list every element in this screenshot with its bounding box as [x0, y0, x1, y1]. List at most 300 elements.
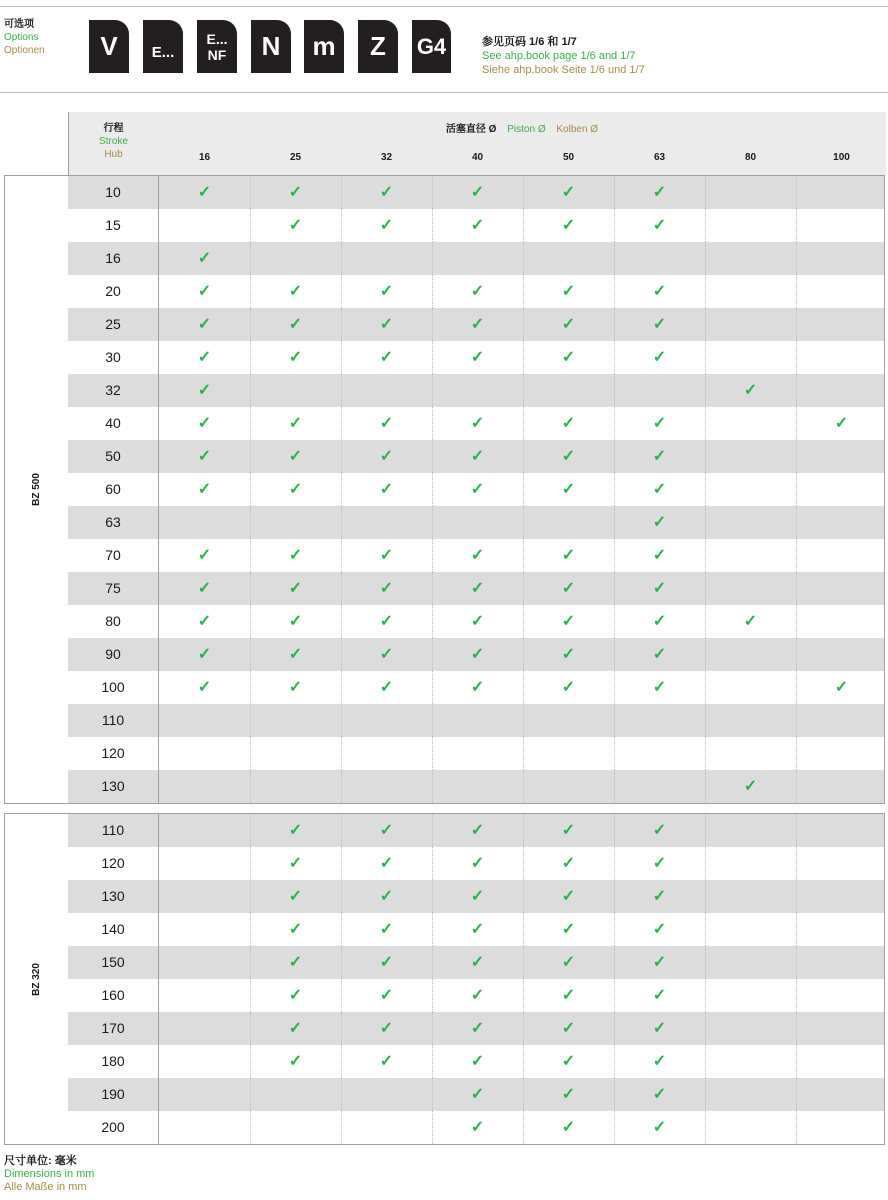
column-divider: [523, 1045, 524, 1078]
table-cell: [159, 913, 250, 946]
table-cell: [341, 308, 432, 341]
table-cell: [250, 374, 341, 407]
check-icon: ✓: [834, 414, 849, 432]
check-icon: ✓: [470, 315, 485, 333]
column-divider: [705, 275, 706, 308]
check-icon: ✓: [652, 315, 667, 333]
table-cell: [614, 671, 705, 704]
option-chip-z-label: Z: [370, 31, 386, 61]
table-cell: [432, 572, 523, 605]
table-cell: [341, 176, 432, 209]
table-row: [68, 704, 885, 737]
table-cell: [796, 671, 885, 704]
table-cell: [523, 176, 614, 209]
check-icon: ✓: [652, 612, 667, 630]
column-divider: [523, 473, 524, 506]
table-cell: [432, 1078, 523, 1111]
table-cell: [341, 1111, 432, 1144]
check-icon: ✓: [470, 183, 485, 201]
table-row: [68, 737, 885, 770]
column-divider: [614, 506, 615, 539]
table-cell: [705, 539, 796, 572]
column-divider: [250, 374, 251, 407]
check-icon: ✓: [652, 546, 667, 564]
check-icon: ✓: [470, 678, 485, 696]
stroke-cell: 63: [68, 506, 159, 539]
table-row: [68, 506, 885, 539]
column-divider: [250, 407, 251, 440]
column-divider: [250, 880, 251, 913]
table-cell: [432, 440, 523, 473]
column-divider: [523, 572, 524, 605]
column-divider: [796, 704, 797, 737]
check-icon: ✓: [197, 315, 212, 333]
check-icon: ✓: [561, 854, 576, 872]
column-divider: [432, 275, 433, 308]
diameter-header: 16: [198, 152, 211, 163]
column-divider: [523, 737, 524, 770]
table-cell: [796, 176, 885, 209]
table-row: [68, 539, 885, 572]
stroke-cell: 200: [68, 1111, 159, 1144]
check-icon: ✓: [652, 513, 667, 531]
table-cell: [432, 407, 523, 440]
column-divider: [705, 913, 706, 946]
table-row: [68, 440, 885, 473]
column-divider: [432, 341, 433, 374]
column-divider: [614, 1045, 615, 1078]
table-cell: [159, 638, 250, 671]
column-divider: [250, 671, 251, 704]
reference-en: See ahp.book page 1/6 and 1/7: [482, 50, 636, 62]
table-cell: [523, 847, 614, 880]
column-divider: [250, 506, 251, 539]
column-divider: [250, 979, 251, 1012]
table-cell: [432, 176, 523, 209]
table-cell: [614, 473, 705, 506]
column-divider: [705, 209, 706, 242]
table-cell: [796, 1078, 885, 1111]
check-icon: ✓: [652, 986, 667, 1004]
column-divider: [341, 275, 342, 308]
diameter-header: 80: [744, 152, 757, 163]
column-divider: [341, 374, 342, 407]
column-divider: [614, 407, 615, 440]
check-icon: ✓: [197, 612, 212, 630]
table-cell: [796, 242, 885, 275]
table-cell: [614, 605, 705, 638]
table-cell: [159, 979, 250, 1012]
table-cell: [796, 814, 885, 847]
table-cell: [432, 209, 523, 242]
check-icon: ✓: [561, 920, 576, 938]
check-icon: ✓: [470, 579, 485, 597]
table-row: [68, 473, 885, 506]
column-divider: [614, 770, 615, 803]
option-chip-e-label: E...: [151, 44, 175, 61]
column-divider: [796, 407, 797, 440]
table-cell: [614, 1078, 705, 1111]
table-cell: [705, 946, 796, 979]
table-cell: [705, 275, 796, 308]
column-divider: [796, 308, 797, 341]
table-cell: [341, 242, 432, 275]
table-cell: [159, 880, 250, 913]
table-cell: [614, 275, 705, 308]
table-cell: [432, 473, 523, 506]
stroke-header-de: Hub: [104, 149, 123, 160]
table-cell: [705, 1078, 796, 1111]
table-cell: [705, 638, 796, 671]
check-icon: ✓: [652, 348, 667, 366]
check-icon: ✓: [379, 315, 394, 333]
table-cell: [796, 979, 885, 1012]
column-divider: [705, 671, 706, 704]
table-cell: [614, 539, 705, 572]
table-cell: [523, 880, 614, 913]
table-cell: [341, 374, 432, 407]
check-icon: ✓: [288, 986, 303, 1004]
stroke-cell: 120: [68, 847, 159, 880]
stroke-header: [68, 122, 159, 161]
table-cell: [250, 275, 341, 308]
column-divider: [614, 572, 615, 605]
table-cell: [159, 737, 250, 770]
table-row: [68, 572, 885, 605]
column-divider: [796, 946, 797, 979]
check-icon: ✓: [652, 414, 667, 432]
table-cell: [796, 407, 885, 440]
table-cell: [341, 572, 432, 605]
stroke-cell: 25: [68, 308, 159, 341]
table-cell: [614, 440, 705, 473]
table-cell: [705, 176, 796, 209]
column-divider: [432, 913, 433, 946]
table-cell: [250, 605, 341, 638]
column-divider: [432, 814, 433, 847]
table-cell: [432, 1012, 523, 1045]
column-divider: [250, 539, 251, 572]
column-divider: [341, 770, 342, 803]
column-divider: [432, 572, 433, 605]
table-section: [4, 813, 885, 1145]
table-cell: [705, 704, 796, 737]
table-cell: [341, 539, 432, 572]
table-cell: [705, 979, 796, 1012]
check-icon: ✓: [470, 414, 485, 432]
table-cell: [523, 209, 614, 242]
column-divider: [614, 1012, 615, 1045]
table-cell: [796, 308, 885, 341]
units-zh: 尺寸单位: 毫米: [4, 1155, 77, 1167]
column-divider: [250, 913, 251, 946]
check-icon: ✓: [288, 821, 303, 839]
column-divider: [523, 638, 524, 671]
check-icon: ✓: [288, 854, 303, 872]
column-divider: [705, 176, 706, 209]
check-icon: ✓: [561, 1019, 576, 1037]
column-divider: [523, 407, 524, 440]
stroke-cell: 90: [68, 638, 159, 671]
table-cell: [250, 1078, 341, 1111]
column-divider: [341, 1012, 342, 1045]
column-divider: [250, 1012, 251, 1045]
check-icon: ✓: [652, 821, 667, 839]
column-divider: [341, 605, 342, 638]
option-chip-v-label: V: [100, 31, 118, 61]
column-divider: [614, 605, 615, 638]
column-divider: [614, 737, 615, 770]
column-divider: [523, 979, 524, 1012]
check-icon: ✓: [197, 447, 212, 465]
units-en: Dimensions in mm: [4, 1168, 95, 1180]
column-divider: [432, 737, 433, 770]
table-row: [68, 308, 885, 341]
column-divider: [341, 638, 342, 671]
table-cell: [705, 242, 796, 275]
column-divider: [614, 979, 615, 1012]
column-divider: [523, 374, 524, 407]
table-cell: [523, 1045, 614, 1078]
table-cell: [341, 737, 432, 770]
section-label: [5, 176, 68, 803]
table-cell: [614, 847, 705, 880]
table-cell: [705, 1012, 796, 1045]
table-cell: [250, 946, 341, 979]
table-row: [68, 638, 885, 671]
check-icon: ✓: [652, 953, 667, 971]
column-divider: [432, 407, 433, 440]
check-icon: ✓: [470, 887, 485, 905]
table-cell: [705, 308, 796, 341]
check-icon: ✓: [652, 854, 667, 872]
table-cell: [432, 770, 523, 803]
table-cell: [523, 473, 614, 506]
table-cell: [341, 473, 432, 506]
table-row: [68, 880, 885, 913]
table-cell: [250, 1111, 341, 1144]
table-cell: [341, 671, 432, 704]
column-divider: [523, 308, 524, 341]
column-divider: [705, 638, 706, 671]
column-divider: [523, 539, 524, 572]
column-divider: [432, 1111, 433, 1144]
piston-header-de: Kolben Ø: [556, 124, 599, 135]
stroke-cell: 80: [68, 605, 159, 638]
column-divider: [250, 341, 251, 374]
check-icon: ✓: [379, 546, 394, 564]
table-cell: [250, 473, 341, 506]
option-chip-m-label: m: [312, 31, 336, 61]
column-divider: [705, 440, 706, 473]
table-cell: [250, 814, 341, 847]
diameter-header: 63: [653, 152, 666, 163]
stroke-header-zh: 行程: [103, 123, 124, 134]
table-cell: [523, 539, 614, 572]
table-row: [68, 1045, 885, 1078]
table-cell: [614, 572, 705, 605]
table-row: [68, 814, 885, 847]
table-row: [68, 341, 885, 374]
table-cell: [523, 704, 614, 737]
check-icon: ✓: [652, 887, 667, 905]
column-divider: [250, 638, 251, 671]
table-cell: [250, 671, 341, 704]
table-cell: [250, 572, 341, 605]
table-cell: [341, 638, 432, 671]
check-icon: ✓: [288, 282, 303, 300]
table-cell: [705, 506, 796, 539]
column-divider: [341, 1078, 342, 1111]
table-cell: [796, 737, 885, 770]
check-icon: ✓: [470, 546, 485, 564]
check-icon: ✓: [197, 348, 212, 366]
column-divider: [432, 770, 433, 803]
table-cell: [432, 506, 523, 539]
table-cell: [432, 539, 523, 572]
column-divider: [523, 176, 524, 209]
check-icon: ✓: [197, 579, 212, 597]
column-divider: [250, 770, 251, 803]
check-icon: ✓: [379, 887, 394, 905]
check-icon: ✓: [197, 480, 212, 498]
column-divider: [796, 638, 797, 671]
table-cell: [159, 275, 250, 308]
column-divider: [796, 605, 797, 638]
check-icon: ✓: [652, 447, 667, 465]
check-icon: ✓: [743, 777, 758, 795]
table-cell: [796, 638, 885, 671]
reference-zh: 参见页码 1/6 和 1/7: [482, 36, 577, 48]
column-divider: [432, 242, 433, 275]
table-cell: [705, 209, 796, 242]
table-row: [68, 209, 885, 242]
table-row: [68, 770, 885, 803]
table-cell: [432, 946, 523, 979]
check-icon: ✓: [288, 645, 303, 663]
column-divider: [614, 242, 615, 275]
table-cell: [159, 847, 250, 880]
column-divider: [796, 671, 797, 704]
table-row: [68, 913, 885, 946]
table-cell: [523, 671, 614, 704]
table-row: [68, 946, 885, 979]
table-cell: [614, 946, 705, 979]
table-cell: [341, 847, 432, 880]
table-cell: [614, 407, 705, 440]
table-cell: [614, 704, 705, 737]
column-divider: [341, 308, 342, 341]
option-chip-e-nf: [197, 20, 237, 73]
table-cell: [250, 176, 341, 209]
stroke-cell: 10: [68, 176, 159, 209]
table-cell: [614, 308, 705, 341]
table-cell: [796, 880, 885, 913]
column-divider: [614, 847, 615, 880]
diameter-header: 32: [380, 152, 393, 163]
column-divider: [432, 1012, 433, 1045]
column-divider: [796, 539, 797, 572]
option-chip-e: [143, 20, 183, 73]
table-cell: [796, 374, 885, 407]
diameter-header: 50: [562, 152, 575, 163]
table-cell: [614, 506, 705, 539]
column-divider: [341, 737, 342, 770]
table-cell: [523, 605, 614, 638]
check-icon: ✓: [652, 1019, 667, 1037]
piston-header-en: Piston Ø: [507, 124, 546, 135]
column-divider: [341, 671, 342, 704]
stroke-cell: 140: [68, 913, 159, 946]
table-cell: [523, 407, 614, 440]
table-cell: [250, 308, 341, 341]
table-cell: [341, 770, 432, 803]
table-cell: [523, 1012, 614, 1045]
check-icon: ✓: [379, 348, 394, 366]
column-divider: [614, 308, 615, 341]
check-icon: ✓: [652, 183, 667, 201]
column-divider: [432, 539, 433, 572]
column-divider: [705, 1078, 706, 1111]
column-divider: [523, 671, 524, 704]
column-divider: [432, 209, 433, 242]
table-cell: [432, 814, 523, 847]
table-cell: [796, 539, 885, 572]
table-cell: [432, 913, 523, 946]
table-cell: [614, 638, 705, 671]
table-cell: [432, 979, 523, 1012]
column-divider: [250, 814, 251, 847]
option-chip-z: [358, 20, 398, 73]
check-icon: ✓: [561, 546, 576, 564]
column-divider: [614, 1111, 615, 1144]
check-icon: ✓: [470, 953, 485, 971]
column-divider: [523, 440, 524, 473]
options-label-en: Options: [4, 32, 39, 43]
column-divider: [705, 979, 706, 1012]
column-divider: [341, 176, 342, 209]
column-divider: [796, 1078, 797, 1111]
check-icon: ✓: [561, 480, 576, 498]
check-icon: ✓: [470, 1118, 485, 1136]
table-cell: [614, 979, 705, 1012]
table-cell: [250, 737, 341, 770]
check-icon: ✓: [288, 480, 303, 498]
table-cell: [159, 242, 250, 275]
table-cell: [159, 440, 250, 473]
column-divider: [796, 506, 797, 539]
check-icon: ✓: [288, 1019, 303, 1037]
check-icon: ✓: [561, 612, 576, 630]
check-icon: ✓: [379, 678, 394, 696]
section-label-text: BZ 320: [30, 962, 42, 996]
check-icon: ✓: [197, 183, 212, 201]
check-icon: ✓: [561, 579, 576, 597]
column-divider: [341, 407, 342, 440]
diameter-header: 40: [471, 152, 484, 163]
table-cell: [341, 440, 432, 473]
option-chip-v: [89, 20, 129, 73]
check-icon: ✓: [379, 953, 394, 971]
section-label: [5, 814, 68, 1144]
column-divider: [341, 572, 342, 605]
table-cell: [705, 913, 796, 946]
table-cell: [796, 605, 885, 638]
table-cell: [341, 506, 432, 539]
column-divider: [705, 1111, 706, 1144]
column-divider: [796, 880, 797, 913]
table-cell: [705, 473, 796, 506]
